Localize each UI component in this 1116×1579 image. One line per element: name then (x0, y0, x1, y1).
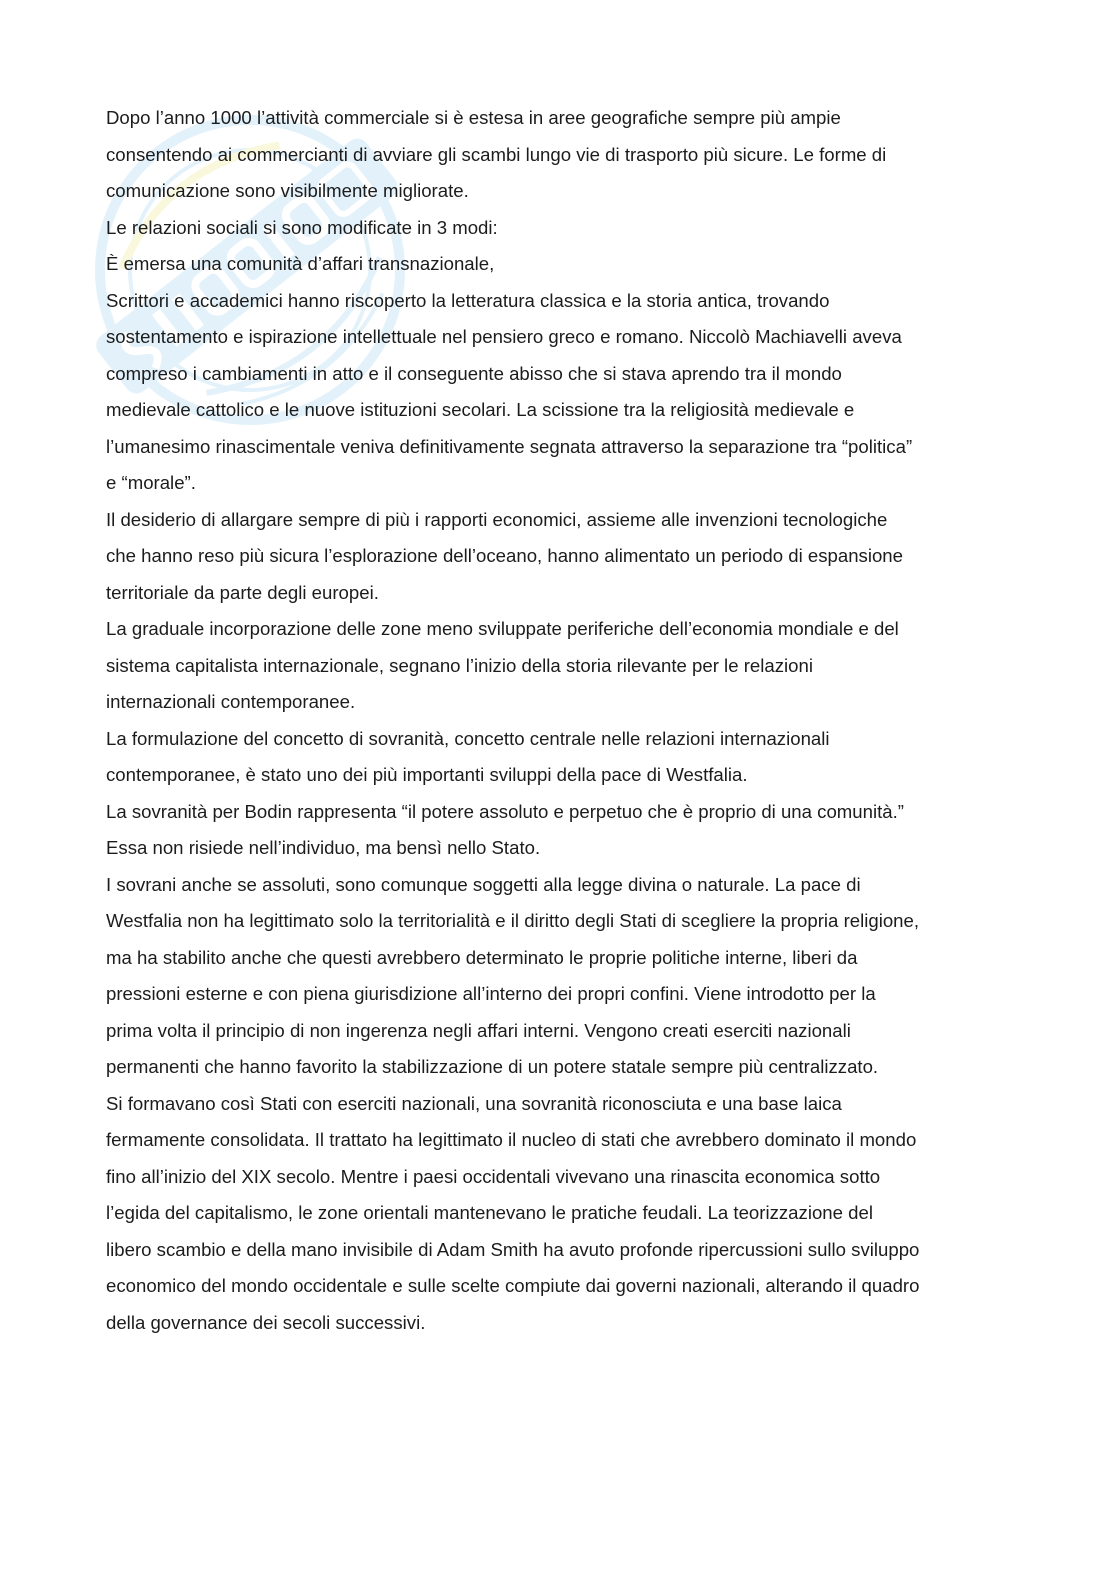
text-line: internazionali contemporanee. (106, 691, 356, 712)
text-line: compreso i cambiamenti in atto e il conseguente abisso che si stava aprendo tra il mondo (106, 362, 842, 384)
text-line: Si formavano così Stati con eserciti nazionali, una sovranità riconosciuta e una base laica (106, 1092, 842, 1114)
text-line: Il desiderio di allargare sempre di più i rapporti economici, assieme alle invenzioni tecnologiche (106, 508, 888, 530)
text-line: l’umanesimo rinascimentale veniva definitivamente segnata attraverso la separazione tra “politica” (106, 435, 913, 457)
text-line: consentendo ai commercianti di avviare gli scambi lungo vie di trasporto più sicure. Le forme di (106, 143, 887, 165)
text-line: libero scambio e della mano invisibile di Adam Smith ha avuto profonde ripercussioni sullo sviluppo (106, 1238, 920, 1260)
text-line: fino all’inizio del XIX secolo. Mentre i paesi occidentali vivevano una rinascita economica sotto (106, 1165, 881, 1187)
text-line: La sovranità per Bodin rappresenta “il potere assoluto e perpetuo che è proprio di una comunità.” (106, 800, 904, 822)
text-line: Le relazioni sociali si sono modificate in 3 modi: (106, 216, 498, 238)
text-line: che hanno reso più sicura l’esplorazione dell’oceano, hanno alimentato un periodo di espansione (106, 545, 903, 566)
text-line: sostentamento e ispirazione intellettuale nel pensiero greco e romano. Niccolò Machiavelli aveva (106, 326, 902, 347)
text-line: e “morale”. (106, 472, 196, 493)
text-line: È emersa una comunità d’affari transnazionale, (106, 253, 495, 274)
document-body (106, 100, 1011, 1341)
text-line: territoriale da parte degli europei. (106, 581, 379, 603)
text-line: Essa non risiede nell’individuo, ma bensì nello Stato. (106, 837, 541, 858)
text-line: l’egida del capitalismo, le zone orientali mantenevano le pratiche feudali. La teorizzazione del (106, 1202, 873, 1223)
text-line: medievale cattolico e le nuove istituzioni secolari. La scissione tra la religiosità medievale e (106, 399, 855, 420)
text-line: La formulazione del concetto di sovranità, concetto centrale nelle relazioni internazionali (106, 727, 830, 749)
text-line: contemporanee, è stato uno dei più importanti sviluppi della pace di Westfalia. (106, 764, 748, 785)
text-line: La graduale incorporazione delle zone meno sviluppate periferiche dell’economia mondiale e del (106, 618, 899, 639)
text-line: Scrittori e accademici hanno riscoperto la letteratura classica e la storia antica, trovando (106, 289, 830, 311)
text-line: pressioni esterne e con piena giurisdizione all’interno dei propri confini. Viene introdotto per la (106, 983, 876, 1004)
text-line: della governance dei secoli successivi. (106, 1311, 426, 1333)
text-line: comunicazione sono visibilmente migliorate. (106, 180, 469, 201)
text-line: fermamente consolidata. Il trattato ha legittimato il nucleo di stati che avrebbero dominato il mondo (106, 1129, 917, 1150)
text-line: Dopo l’anno 1000 l’attività commerciale si è estesa in aree geografiche sempre più ampie (106, 107, 841, 128)
text-line: permanenti che hanno favorito la stabilizzazione di un potere statale sempre più centralizzato. (106, 1056, 879, 1077)
text-line: prima volta il principio di non ingerenza negli affari interni. Vengono creati eserciti nazionali (106, 1019, 851, 1041)
text-line: ma ha stabilito anche che questi avrebbero determinato le proprie politiche interne, liberi da (106, 946, 858, 968)
text-line: Westfalia non ha legittimato solo la territorialità e il diritto degli Stati di scegliere la propria religione, (106, 910, 920, 931)
text-line: sistema capitalista internazionale, segnano l’inizio della storia rilevante per le relazioni (106, 654, 813, 676)
text-line: economico del mondo occidentale e sulle scelte compiute dai governi nazionali, alterando il quadro (106, 1275, 920, 1296)
text-line: I sovrani anche se assoluti, sono comunque soggetti alla legge divina o naturale. La pace di (106, 873, 861, 895)
